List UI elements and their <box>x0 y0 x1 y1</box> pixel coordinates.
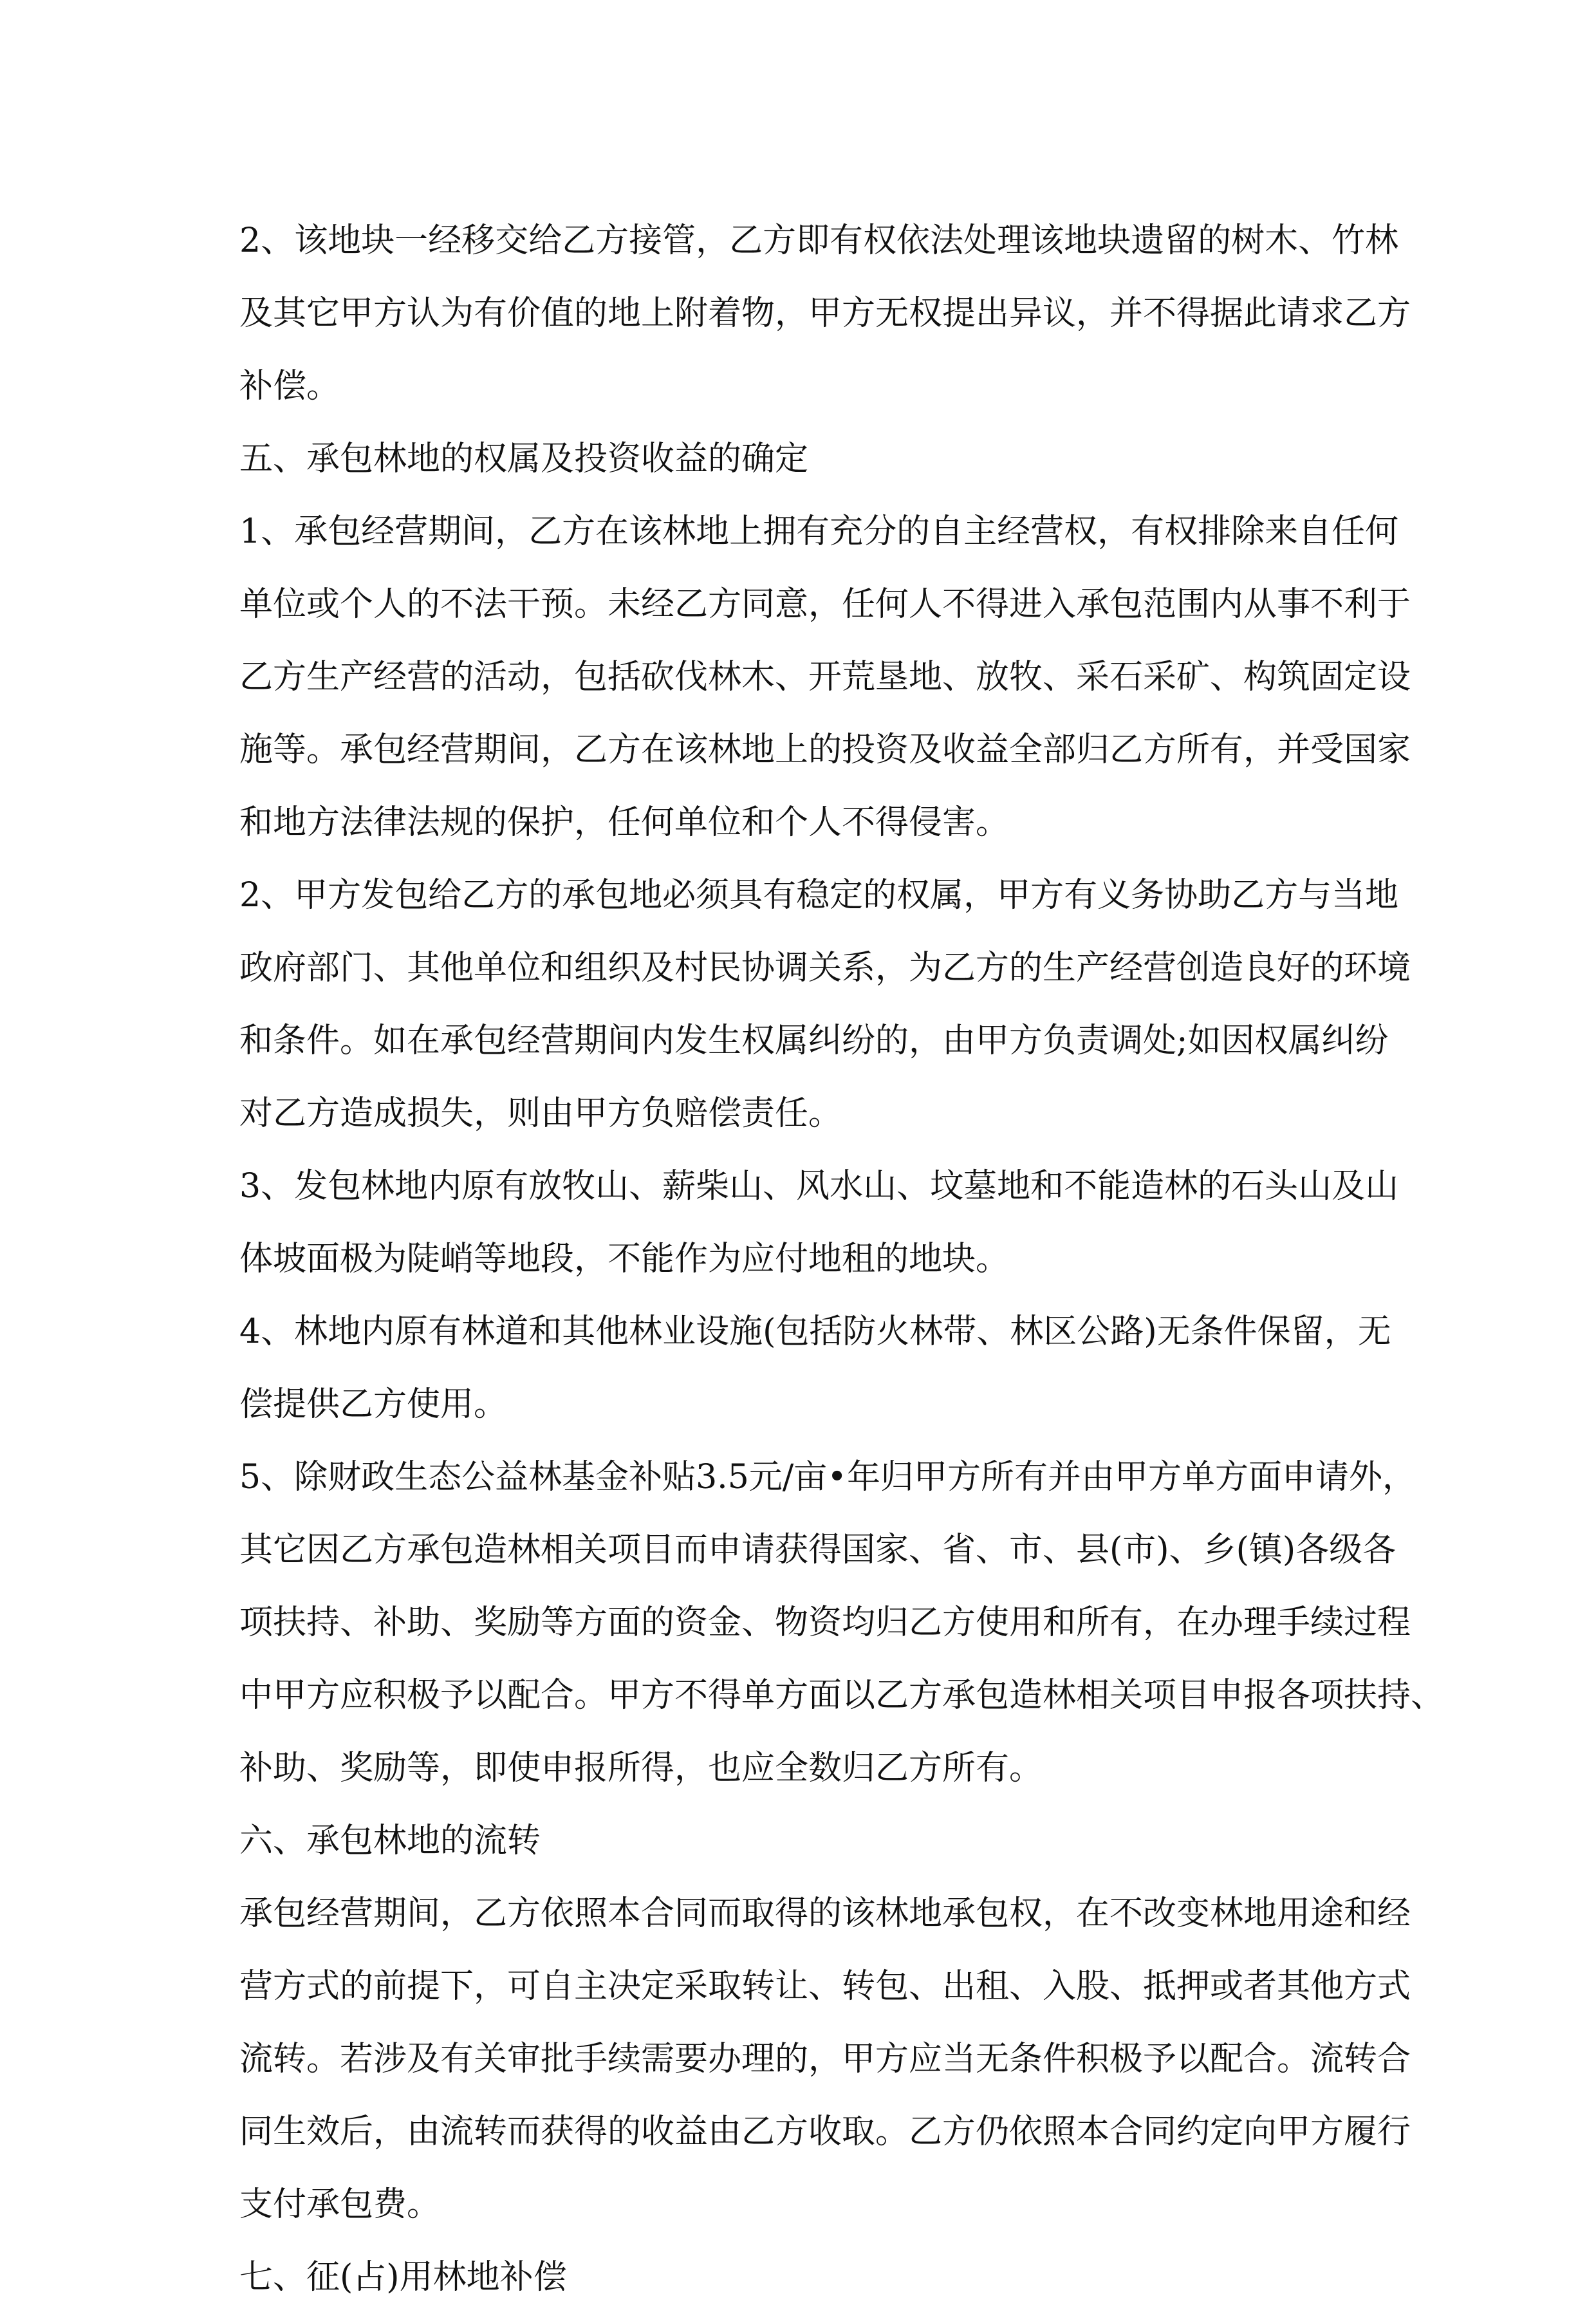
text-line: 体坡面极为陡峭等地段，不能作为应付地租的地块。 <box>239 1240 1010 1278</box>
text-line: 对乙方造成损失，则由甲方负赔偿责任。 <box>239 1094 842 1133</box>
text-line: 单位或个人的不法干预。未经乙方同意，任何人不得进入承包范围内从事不利于 <box>239 585 1411 624</box>
text-line: 中甲方应积极予以配合。甲方不得单方面以乙方承包造林相关项目申报各项扶持、 <box>239 1676 1445 1715</box>
text-line: 其它因乙方承包造林相关项目而申请获得国家、省、市、县(市)、乡(镇)各级各 <box>239 1531 1396 1569</box>
text-line: 乙方生产经营的活动，包括砍伐林木、开荒垦地、放牧、采石采矿、构筑固定设 <box>239 658 1411 696</box>
text-line: 营方式的前提下，可自主决定采取转让、转包、出租、入股、抵押或者其他方式 <box>239 1967 1411 2006</box>
text-line: 支付承包费。 <box>239 2185 441 2224</box>
text-line: 及其它甲方认为有价值的地上附着物，甲方无权提出异议，并不得据此请求乙方 <box>239 294 1411 333</box>
text-line: 偿提供乙方使用。 <box>239 1385 508 1424</box>
document-body <box>239 205 1445 2314</box>
section-heading: 六、承包林地的流转 <box>239 1822 541 1860</box>
text-line: 同生效后，由流转而获得的收益由乙方收取。乙方仍依照本合同约定向甲方履行 <box>239 2113 1411 2151</box>
text-line: 5、除财政生态公益林基金补贴3.5元/亩•年归甲方所有并由甲方单方面申请外， <box>239 1458 1416 1497</box>
text-line: 和地方法律法规的保护，任何单位和个人不得侵害。 <box>239 803 1010 842</box>
text-line: 项扶持、补助、奖励等方面的资金、物资均归乙方使用和所有，在办理手续过程 <box>239 1603 1411 1642</box>
text-line: 承包经营期间，乙方依照本合同而取得的该林地承包权，在不改变林地用途和经 <box>239 1894 1411 1933</box>
text-line: 1、承包经营期间，乙方在该林地上拥有充分的自主经营权，有权排除来自任何 <box>239 512 1399 551</box>
text-line: 2、该地块一经移交给乙方接管，乙方即有权依法处理该地块遗留的树木、竹林 <box>239 221 1399 260</box>
text-line: 3、发包林地内原有放牧山、薪柴山、风水山、坟墓地和不能造林的石头山及山 <box>239 1167 1399 1206</box>
text-line: 补偿。 <box>239 367 340 406</box>
text-line: 和条件。如在承包经营期间内发生权属纠纷的，由甲方负责调处;如因权属纠纷 <box>239 1022 1389 1060</box>
text-line: 2、甲方发包给乙方的承包地必须具有稳定的权属，甲方有义务协助乙方与当地 <box>239 876 1399 915</box>
text-line: 4、林地内原有林道和其他林业设施(包括防火林带、林区公路)无条件保留，无 <box>239 1312 1391 1351</box>
text-line: 政府部门、其他单位和组织及村民协调关系，为乙方的生产经营创造良好的环境 <box>239 949 1411 987</box>
text-line: 补助、奖励等，即使申报所得，也应全数归乙方所有。 <box>239 1749 1043 1787</box>
text-line: 流转。若涉及有关审批手续需要办理的，甲方应当无条件积极予以配合。流转合 <box>239 2040 1411 2078</box>
text-line: 施等。承包经营期间，乙方在该林地上的投资及收益全部归乙方所有，并受国家 <box>239 731 1411 769</box>
section-heading: 七、征(占)用林地补偿 <box>239 2258 567 2297</box>
section-heading: 五、承包林地的权属及投资收益的确定 <box>239 440 809 478</box>
